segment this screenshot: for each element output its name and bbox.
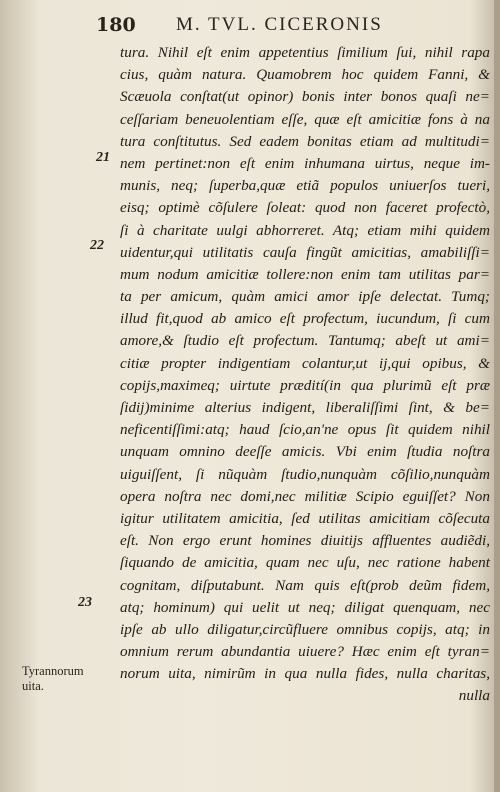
- text-line: Scæuola conſtat(ut opinor) bonis inter bonos quaſi ne=: [120, 88, 490, 106]
- section-number-21: 21: [96, 150, 110, 165]
- text-line: eſt. Non ergo erunt homines diuitijs affluentes audiẽdi,: [120, 532, 490, 550]
- catchword: nulla: [458, 687, 490, 705]
- text-line: neficentiſſimi:atq; haud ſcio,an'ne opus ſit quidem nihil: [120, 421, 490, 439]
- text-line: ipſe ab ullo diligatur,circũfluere omnibus copijs, atq; in: [120, 620, 490, 638]
- body-text: [120, 42, 490, 708]
- text-line: uiguiſſent, ſi nũquàm ſtudio,nunquàm cõſilio,nunquàm: [120, 465, 490, 483]
- text-line: norum uita, nimirũm in qua nulla fides, nulla charitas,: [120, 665, 490, 683]
- text-line: cognitam, diſputabunt. Nam quis eſt(prob deũm fidem,: [120, 576, 490, 594]
- text-line: citiæ propter indigentiam colantur,ut ij,qui opibus, &: [120, 354, 490, 372]
- text-line: igitur utilitatem amicitia, ſed utilitas amicitiam cõſecuta: [120, 509, 490, 527]
- text-line: ſidij)minime alterius indigent, liberaliſſimi ſint, & be=: [120, 399, 490, 416]
- text-line: uidentur,qui utilitatis cauſa fingũt amicitias, amabiliſſi=: [120, 243, 490, 261]
- margin-note-line: uita.: [22, 679, 44, 693]
- text-line: tura. Nihil eſt enim appetentius ſimilium ſui, nihil rapa: [120, 44, 490, 61]
- text-line: omnium rerum abundantia uiuere? Hæc enim eſt tyran=: [120, 643, 490, 661]
- text-line: cius, quàm natura. Quamobrem hoc quidem Fanni, &: [120, 66, 490, 84]
- text-line: nem pertinet:non eſt enim inhumana uirtus, neque im-: [120, 154, 490, 172]
- section-number-23: 23: [78, 595, 92, 610]
- running-head: M. TVL. CICERONIS: [176, 14, 383, 35]
- text-line: amore,& ſtudio eſt profectum. Tantumq; abeſt ut ami=: [120, 332, 490, 350]
- page-edge: [494, 0, 500, 792]
- text-line: ſi à charitate uulgi abhorreret. Atq; etiam mihi quidem: [120, 221, 490, 239]
- text-line: tura conſtitutus. Sed eadem bonitas etiam ad multitudi=: [120, 132, 490, 150]
- margin-note: [22, 664, 84, 694]
- text-line: munis, neq; ſuperba,quæ etiã populos uniuerſos tueri,: [120, 177, 490, 195]
- page-header: [0, 14, 500, 40]
- text-line: ſiquando de amicitia, quam nec uſu, nec ratione habent: [120, 554, 490, 572]
- text-line: mum nodum amicitiæ tollere:non enim tam utilitas par=: [120, 265, 490, 283]
- text-line: copijs,maximeq; uirtute prædití(in qua plurimũ eſt præ: [120, 376, 490, 394]
- text-line: unquam omnino deeſſe amicis. Vbi enim ſtudia noſtra: [120, 443, 490, 461]
- text-line: atq; hominum) qui uelit ut neq; diligat quenquam, nec: [120, 598, 490, 616]
- section-number-22: 22: [90, 238, 104, 253]
- text-line: opera noſtra nec domi,nec militiæ Scipio eguiſſet? Non: [120, 487, 490, 505]
- page-number: 180: [96, 14, 136, 36]
- text-line: eisq; optimè cõſulere ſoleat: quod non faceret profectò,: [120, 199, 490, 217]
- margin-note-line: Tyrannorum: [22, 664, 84, 678]
- text-line: ta per amicum, quàm amici amor ipſe delectat. Tumq;: [120, 288, 490, 306]
- text-line: ceſſariam beneuolentiam eſſe, quæ eſt amicitiæ fons à na: [120, 110, 490, 128]
- text-line: illud fit,quod ab amico eſt profectum, iucundum, ſi cum: [120, 310, 490, 328]
